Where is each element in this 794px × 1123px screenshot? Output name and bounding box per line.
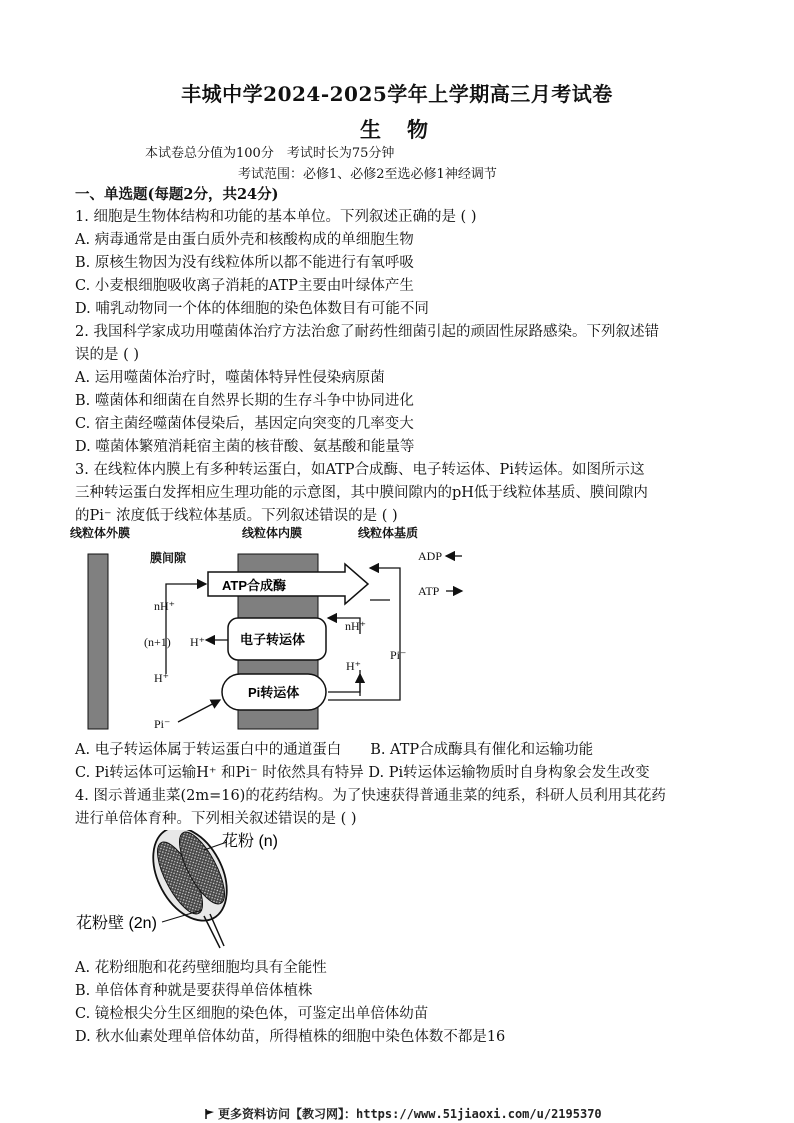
- atp-synthase-label: ATP合成酶: [222, 578, 287, 593]
- pollen-wall-label: 花粉壁 (2n): [76, 915, 157, 932]
- page-title: 丰城中学2024-2025学年上学期高三月考试卷: [181, 82, 613, 106]
- pi-transporter-label: Pi转运体: [248, 685, 300, 700]
- n-plus-1-label: (n+1): [144, 635, 171, 649]
- matrix-label: 线粒体基质: [358, 526, 419, 540]
- q2-option-d: D. 噬菌体繁殖消耗宿主菌的核苷酸、氨基酸和能量等: [75, 439, 415, 455]
- nh-left-label: nH⁺: [154, 599, 175, 613]
- pi-left-label: Pi⁻: [154, 717, 171, 731]
- h-low-label: H⁺: [154, 671, 169, 685]
- footer-text: 更多资料访问【教习网】：https://www.51jiaoxi.com/u/2195370: [218, 1107, 602, 1121]
- h-right-label: H⁺: [346, 659, 361, 673]
- exam-meta-scope: 考试范围：必修1、必修2至选必修1神经调节: [238, 167, 497, 182]
- q1-stem: 1. 细胞是生物体结构和功能的基本单位。下列叙述正确的是 ( ): [75, 209, 477, 225]
- q1-option-b: B. 原核生物因为没有线粒体所以都不能进行有氧呼吸: [75, 255, 414, 271]
- q4-stem-line2: 进行单倍体育种。下列相关叙述错误的是 ( ): [75, 811, 357, 827]
- subject-title: 生物: [360, 117, 454, 142]
- q4-option-c: C. 镜检根尖分生区细胞的染色体，可鉴定出单倍体幼苗: [75, 1006, 429, 1022]
- intermembrane-label: 膜间隙: [150, 551, 187, 565]
- h-right-arrow: [328, 670, 360, 692]
- footer-link[interactable]: [205, 1105, 602, 1122]
- q2-option-c: C. 宿主菌经噬菌体侵染后，基因定向突变的几率变大: [75, 416, 414, 432]
- q2-stem-line1: 2. 我国科学家成功用噬菌体治疗方法治愈了耐药性细菌引起的顽固性尿路感染。下列叙述错: [75, 324, 659, 340]
- mitochondria-membrane-diagram: [70, 524, 730, 734]
- pi-right-label: Pi⁻: [390, 648, 407, 662]
- pollen-label: 花粉 (n): [222, 833, 279, 850]
- q4-option-d: D. 秋水仙素处理单倍体幼苗，所得植株的细胞中染色体数不都是16: [75, 1029, 506, 1045]
- atp-label: ATP: [418, 584, 440, 598]
- outer-membrane-label: 线粒体外膜: [70, 526, 131, 540]
- h-mid-label: H⁺: [190, 635, 205, 649]
- q4-stem-line1: 4. 图示普通韭菜(2m=16)的花药结构。为了快速获得普通韭菜的纯系，科研人员利用其花药: [75, 788, 666, 804]
- q2-stem-line2: 误的是 ( ): [75, 347, 140, 363]
- adp-label: ADP: [418, 549, 443, 563]
- q1-option-c: C. 小麦根细胞吸收离子消耗的ATP主要由叶绿体产生: [75, 278, 414, 294]
- nh-right-label: nH⁺: [345, 619, 366, 633]
- q3-options-cd: C. Pi转运体可运输H⁺ 和Pi⁻ 时依然具有特异 D. Pi转运体运输物质时自身构象会发生改变: [75, 765, 650, 781]
- section-heading: 一、单选题(每题2分，共24分): [75, 186, 279, 203]
- q1-option-d: D. 哺乳动物同一个体的体细胞的染色体数目有可能不同: [75, 301, 429, 317]
- q1-option-a: A. 病毒通常是由蛋白质外壳和核酸构成的单细胞生物: [75, 232, 414, 248]
- q2-option-a: A. 运用噬菌体治疗时，噬菌体特异性侵染病原菌: [75, 370, 385, 386]
- q3-stem-line2: 三种转运蛋白发挥相应生理功能的示意图，其中膜间隙内的pH低于线粒体基质、膜间隙内: [75, 485, 648, 501]
- anther-structure-figure: [72, 830, 312, 950]
- flag-icon: [205, 1109, 215, 1119]
- exam-meta-score-time: 本试卷总分值为100分 考试时长为75分钟: [145, 146, 395, 161]
- q3-stem-line1: 3. 在线粒体内膜上有多种转运蛋白，如ATP合成酶、电子转运体、Pi转运体。如图所示这: [75, 462, 645, 478]
- q4-option-a: A. 花粉细胞和花药壁细胞均具有全能性: [75, 960, 327, 976]
- pi-left-arrow: [178, 700, 220, 722]
- q3-stem-line3: 的Pi⁻ 浓度低于线粒体基质。下列叙述错误的是 ( ): [75, 508, 398, 524]
- q2-option-b: B. 噬菌体和细菌在自然界长期的生存斗争中协同进化: [75, 393, 414, 409]
- inner-membrane-label: 线粒体内膜: [242, 526, 303, 540]
- outer-membrane-bar: [88, 554, 108, 729]
- electron-transporter-label: 电子转运体: [240, 632, 306, 647]
- q4-option-b: B. 单倍体育种就是要获得单倍体植株: [75, 983, 313, 999]
- q3-options-ab: A. 电子转运体属于转运蛋白中的通道蛋白 B. ATP合成酶具有催化和运输功能: [75, 742, 594, 758]
